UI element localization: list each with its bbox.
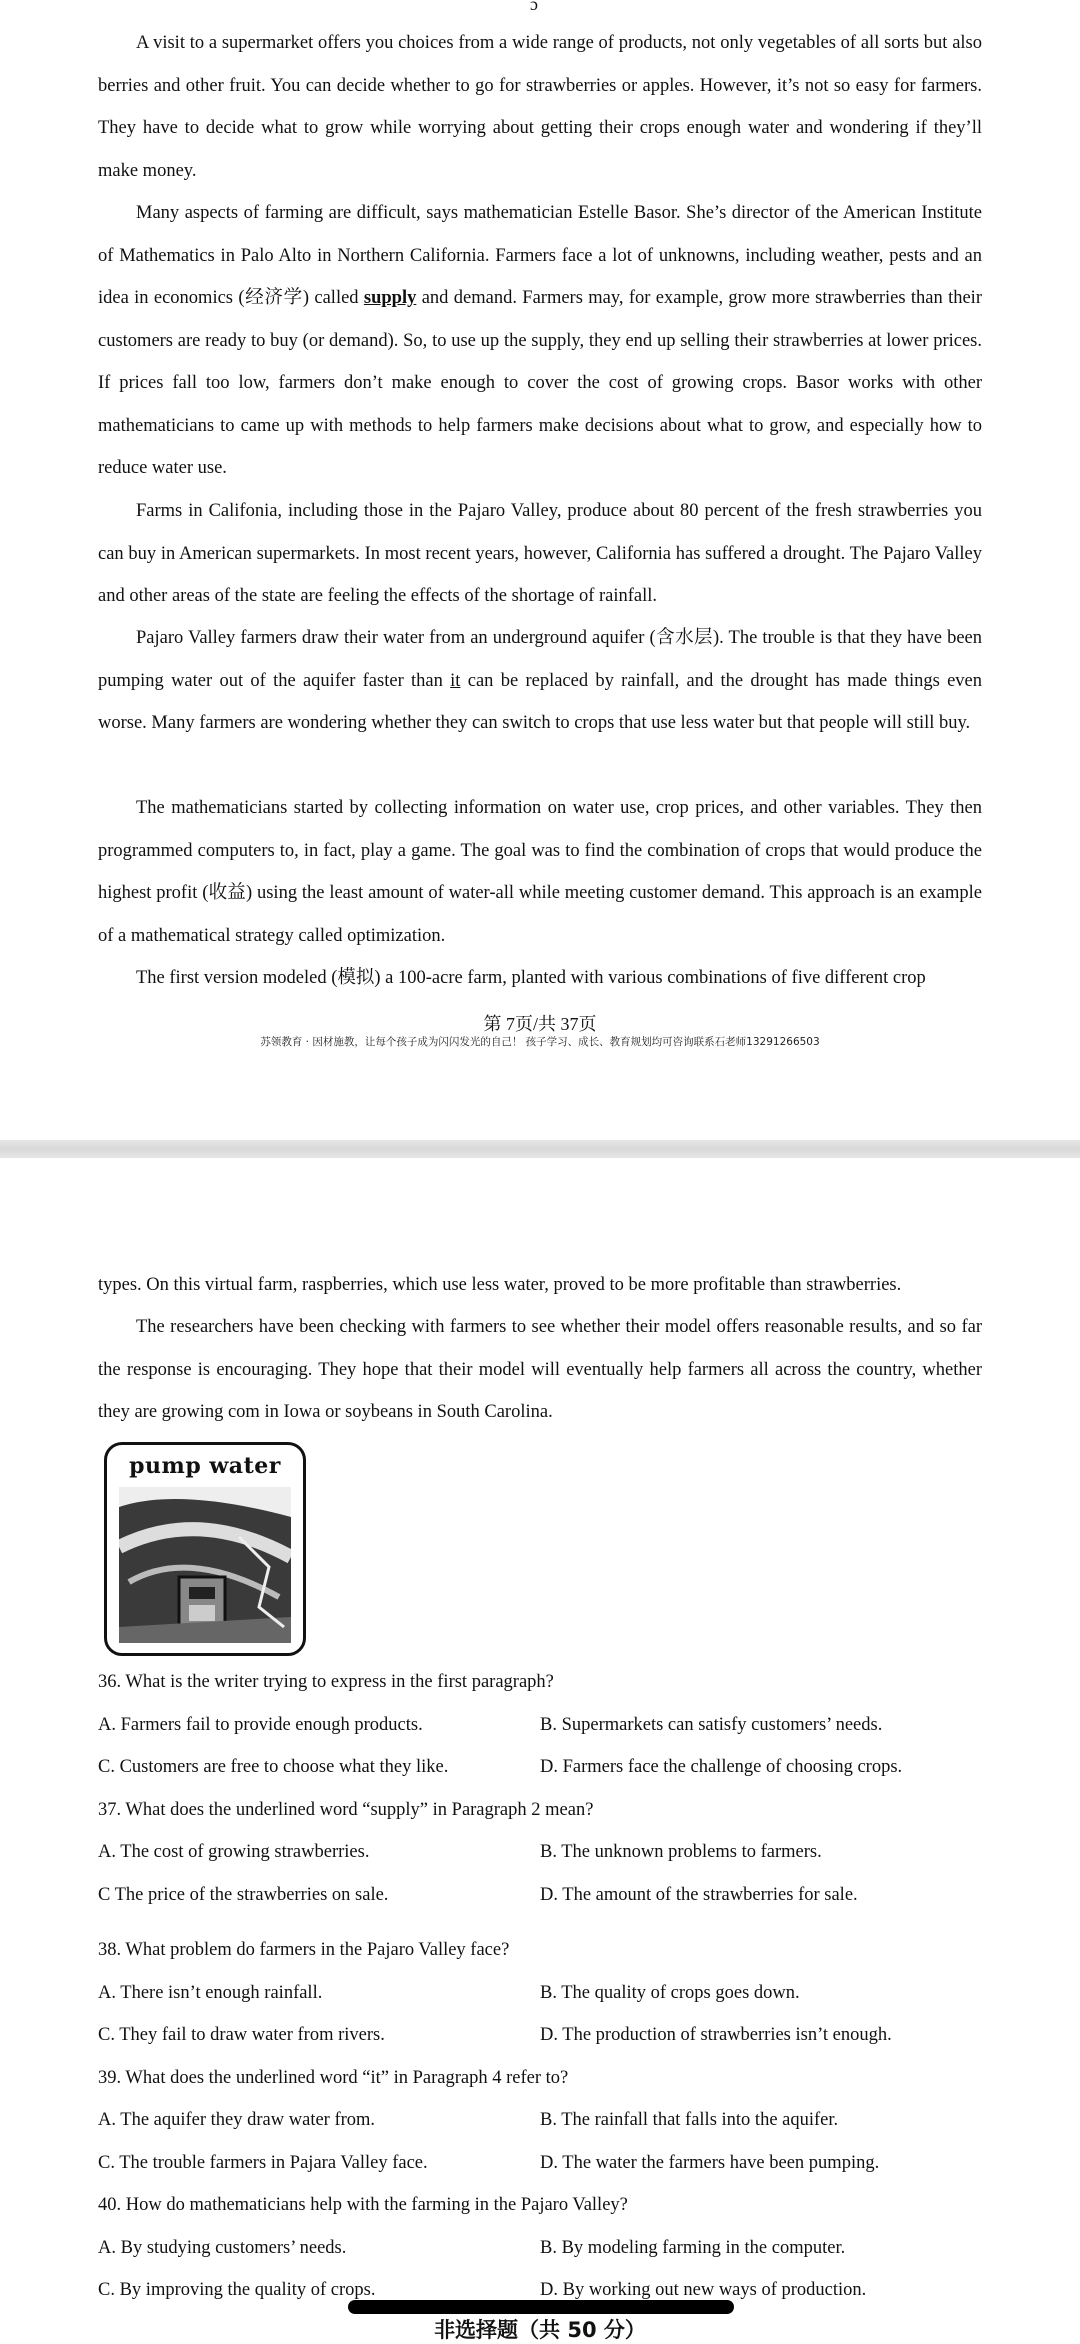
document-page-7 — [0, 0, 1080, 1140]
paragraph-3: Farms in Califonia, including those in the Pajaro Valley, produce about 80 percent of the fresh strawberries you can buy in American supermarkets. In most recent years, however, California has suffered a drought. The Pajaro Valley and other areas of the state are feeling the effects of the shortage of rainfall. — [98, 501, 982, 606]
underlined-word-it: it — [450, 670, 461, 691]
paragraph-2: Many aspects of farming are difficult, says mathematician Estelle Basor. She’s director of the American Institute of Mathematics in Palo Alto in Northern California. Farmers face a lot of unknowns, including weather, pests and an idea in economics (经济学) called supply and demand. Farmers may, for example, grow more strawberries than their customers are ready to buy (or demand). So, to use up the supply, they end up selling their strawberries at lower prices. If prices fall too low, farmers don’t make enough to cover the cost of growing crops. Basor works with other mathematicians to came up with methods to help farmers make decisions about what to grow, and especially how to reduce water use. — [98, 203, 982, 478]
home-indicator-bar[interactable] — [348, 2300, 734, 2314]
paragraph-7: types. On this virtual farm, raspberries, which use less water, proved to be more profitable than strawberries. — [98, 1275, 902, 1295]
paragraph-8: The researchers have been checking with farmers to see whether their model offers reasonable results, and so far the response is encouraging. They hope that their model will eventually help farmers all across the country, whether they are growing com in Iowa or soybeans in South Carolina. — [98, 1317, 982, 1422]
question-40-option-c: C. By improving the quality of crops. — [98, 2280, 376, 2300]
question-38-option-d: D. The production of strawberries isn’t enough. — [540, 2025, 892, 2045]
question-39-option-c: C. The trouble farmers in Pajara Valley face. — [98, 2153, 428, 2173]
question-38-option-b: B. The quality of crops goes down. — [540, 1983, 800, 2003]
image-caption: pump water — [129, 1453, 281, 1479]
question-36-option-a: A. Farmers fail to provide enough products. — [98, 1715, 423, 1735]
question-36-option-b: B. Supermarkets can satisfy customers’ needs. — [540, 1715, 883, 1735]
question-40-option-d: D. By working out new ways of production. — [540, 2280, 867, 2300]
question-38-option-a: A. There isn’t enough rainfall. — [98, 1983, 323, 2003]
page-number: 第 7页/共 37页 — [483, 1014, 597, 1034]
question-37-option-b: B. The unknown problems to farmers. — [540, 1842, 822, 1862]
question-39: 39. What does the underlined word “it” in Paragraph 4 refer to? — [98, 2068, 569, 2088]
question-37-option-a: A. The cost of growing strawberries. — [98, 1842, 370, 1862]
question-36-option-c: C. Customers are free to choose what they like. — [98, 1757, 449, 1777]
page-footer: 苏领教育 · 因材施教，让每个孩子成为闪闪发光的自己！ 孩子学习、成长、教育规划均可咨询联系石老师13291266503 — [260, 1036, 820, 1048]
paragraph-6: The first version modeled (模拟) a 100-acre farm, planted with various combinations of five different crop — [136, 968, 926, 988]
page-top-mark: ɔ — [530, 0, 538, 14]
page-separator — [0, 1140, 1080, 1158]
question-36-option-d: D. Farmers face the challenge of choosing crops. — [540, 1757, 903, 1777]
question-40-option-a: A. By studying customers’ needs. — [98, 2238, 347, 2258]
pump-water-illustration — [119, 1487, 291, 1643]
section-title-non-choice: 非选择题（共 50 分） — [434, 2318, 646, 2342]
question-36: 36. What is the writer trying to express in the first paragraph? — [98, 1672, 554, 1692]
question-39-option-d: D. The water the farmers have been pumping. — [540, 2153, 880, 2173]
pump-water-image — [104, 1442, 306, 1656]
paragraph-1: A visit to a supermarket offers you choices from a wide range of products, not only vegetables of all sorts but also berries and other fruit. You can decide whether to go for strawberries or apples. However, it’s not so easy for farmers. They have to decide what to grow while worrying about getting their crops enough water and wondering if they’ll make money. — [98, 33, 982, 181]
paragraph-4: Pajaro Valley farmers draw their water from an underground aquifer (含水层). The trouble is that they have been pumping water out of the aquifer faster than it can be replaced by rainfall, and the drought has made things even worse. Many farmers are wondering whether they can switch to crops that use less water but that people will still buy. — [98, 628, 982, 733]
question-37-option-d: D. The amount of the strawberries for sale. — [540, 1885, 858, 1905]
question-38: 38. What problem do farmers in the Pajaro Valley face? — [98, 1940, 510, 1960]
underlined-word-supply: supply — [363, 288, 417, 308]
question-39-option-a: A. The aquifer they draw water from. — [98, 2110, 376, 2130]
question-37-option-c: C The price of the strawberries on sale. — [98, 1885, 389, 1905]
question-38-option-c: C. They fail to draw water from rivers. — [98, 2025, 385, 2045]
question-37: 37. What does the underlined word “supply” in Paragraph 2 mean? — [98, 1800, 594, 1820]
paragraph-5: The mathematicians started by collecting information on water use, crop prices, and other variables. They then programmed computers to, in fact, play a game. The goal was to find the combination of crops that would produce the highest profit (收益) using the least amount of water-all while meeting customer demand. This approach is an example of a mathematical strategy called optimization. — [98, 798, 982, 946]
question-39-option-b: B. The rainfall that falls into the aquifer. — [540, 2110, 839, 2130]
question-40-option-b: B. By modeling farming in the computer. — [540, 2238, 846, 2258]
question-40: 40. How do mathematicians help with the farming in the Pajaro Valley? — [98, 2195, 628, 2215]
